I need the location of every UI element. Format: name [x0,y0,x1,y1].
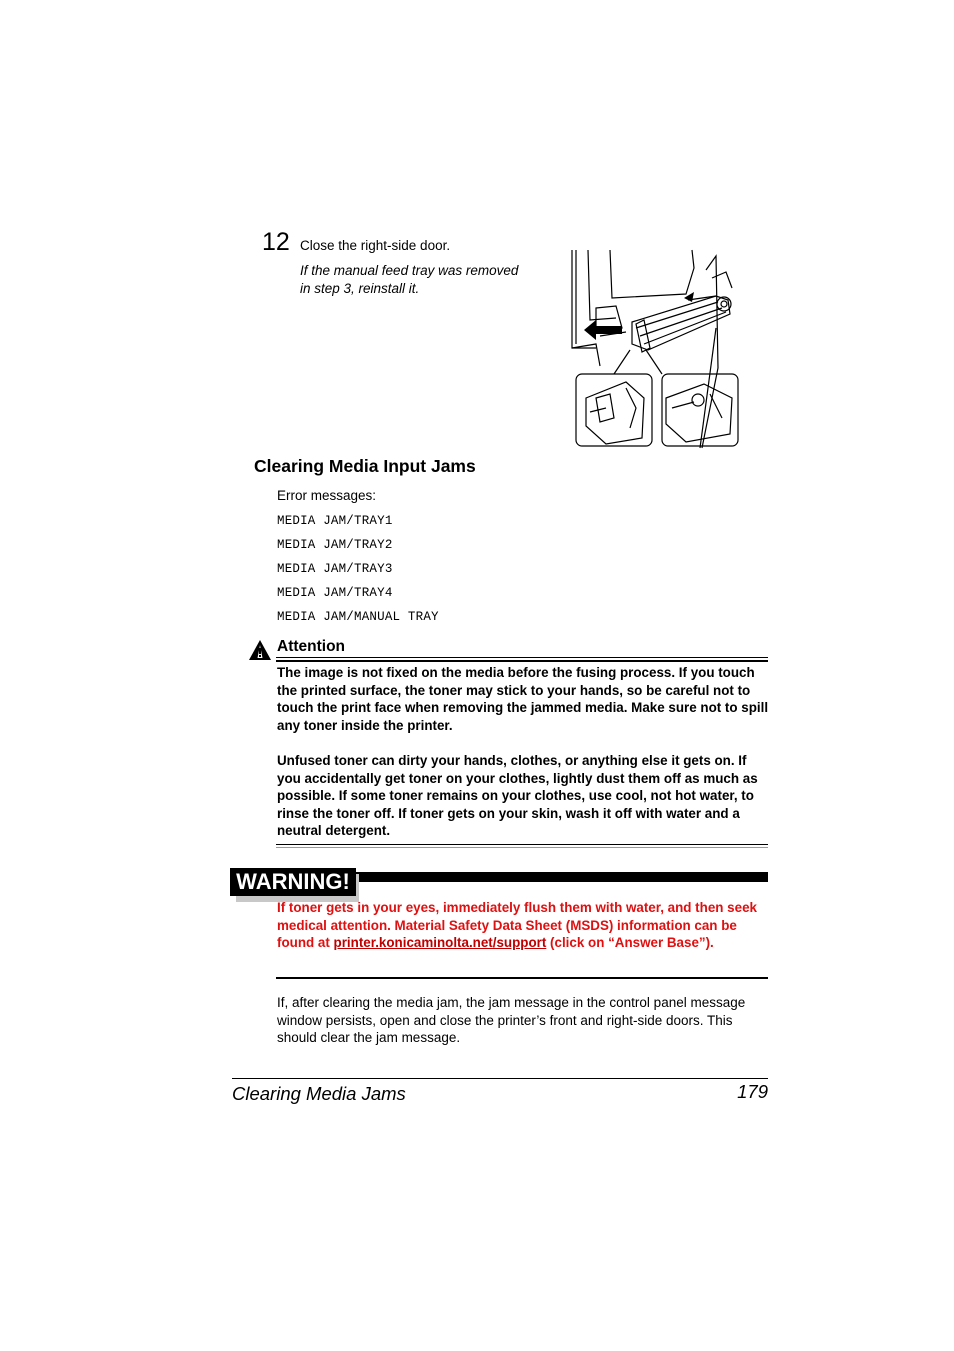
attention-bottom-rule [276,844,768,845]
step-note-line-1: If the manual feed tray was removed [300,263,519,278]
warning-text [277,899,769,952]
page-number: 179 [737,1081,768,1102]
section-title: Clearing Media Input Jams [254,456,476,476]
step-instruction: Close the right-side door. [300,238,451,253]
step-number: 12 [262,228,290,256]
closing-paragraph: If, after clearing the media jam, the jam message in the control panel message window persists, open and close the printer’s front and right-side doors. This should clear the jam message. [277,995,746,1046]
support-link[interactable]: printer.konicaminolta.net/support [333,935,547,951]
attention-top-rule-thick [276,660,768,662]
attention-bottom-rule-shadow [276,847,768,848]
error-message-tray2: MEDIA JAM/TRAY2 [277,538,393,552]
warning-text-before: If toner gets in your eyes, immediately flush them with water, and then seek medical attention. Material Safety Data Sheet (MSDS) information can be found at [277,900,757,951]
warning-header-bar [355,872,768,882]
error-message-tray1: MEDIA JAM/TRAY1 [277,514,393,528]
footer-rule [232,1078,768,1079]
attention-title: Attention [277,638,346,655]
footer-title: Clearing Media Jams [232,1083,406,1104]
warning-text-after: (click on “Answer Base”). [546,935,714,951]
attention-top-rule [276,657,768,658]
step-note-line-2: in step 3, reinstall it. [300,281,420,296]
step-note [300,262,550,298]
warning-bottom-rule [276,977,768,979]
attention-paragraph-2: Unfused toner can dirty your hands, clothes, or anything else it gets on. If you accidentally get toner on your clothes, lightly dust them off as much as possible. If some toner remains on your clothes, use cool, not hot water, to rinse the toner off. If toner gets on your skin, wash it off with water and a neutral detergent. [277,753,758,839]
error-message-tray3: MEDIA JAM/TRAY3 [277,562,393,576]
error-message-tray4: MEDIA JAM/TRAY4 [277,586,393,600]
attention-paragraph-1: The image is not fixed on the media before the fusing process. If you touch the printed surface, the toner may stick to your hands, so be careful not to touch the print face when removing the jammed media. Make sure not to spill any toner inside the printer. [277,665,769,733]
printer-door-illustration [566,248,742,450]
error-messages-label: Error messages: [277,488,377,503]
warning-label: WARNING! [230,868,356,896]
error-message-manual-tray: MEDIA JAM/MANUAL TRAY [277,610,439,624]
warning-triangle-icon [248,638,272,662]
